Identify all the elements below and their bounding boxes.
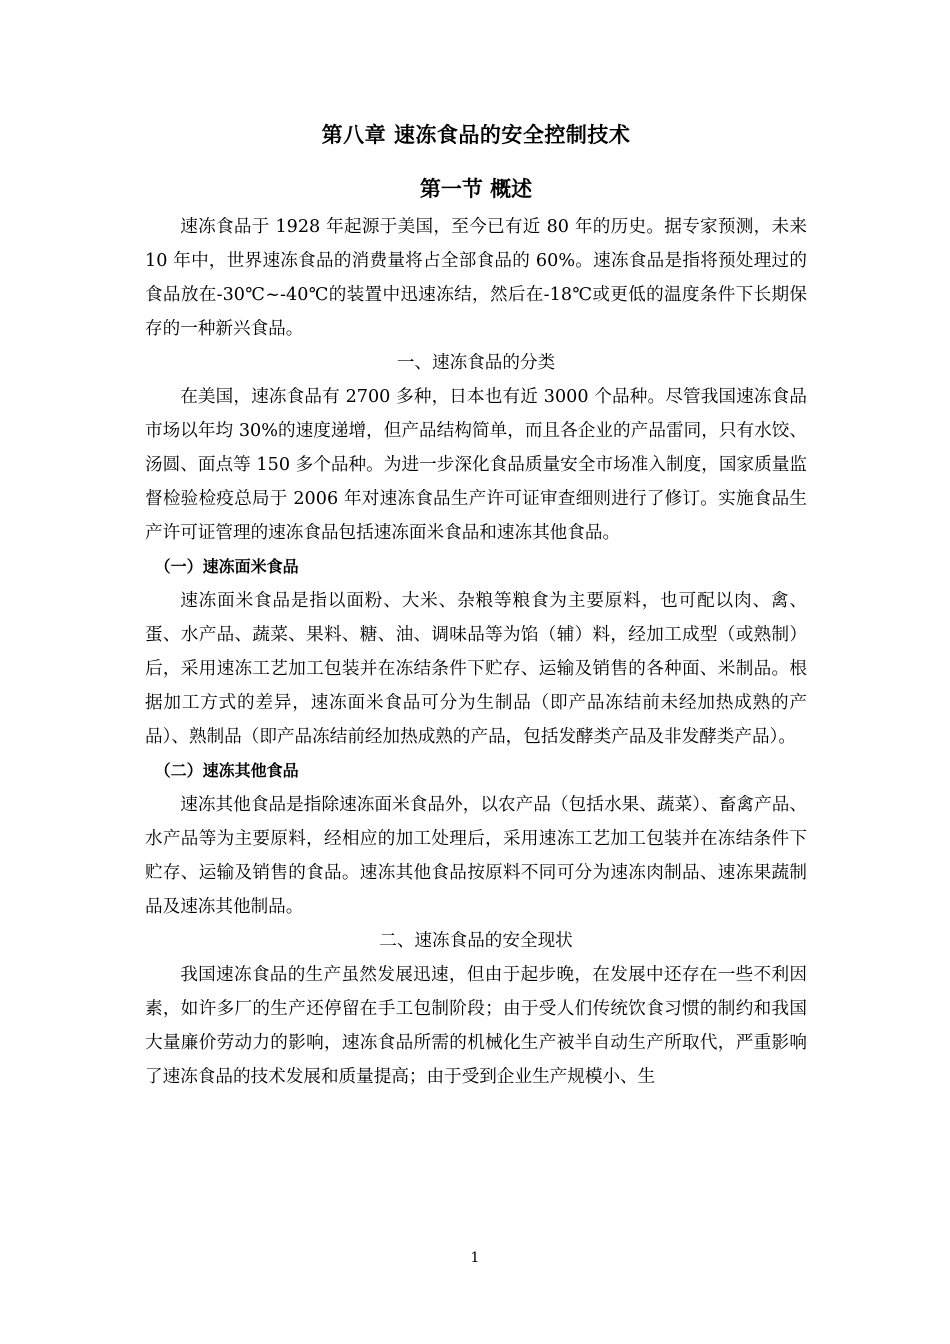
page-content: [145, 118, 807, 1094]
rice-flour-paragraph: 速冻面米食品是指以面粉、大米、杂粮等粮食为主要原料，也可配以肉、禽、蛋、水产品、蔬菜、果料、糖、油、调味品等为馅（辅）料，经加工成型（或熟制）后，采用速冻工艺加工包装并在冻结条件下贮存、运输及销售的各种面、米制品。根据加工方式的差异，速冻面米食品可分为生制品（即产品冻结前未经加热成熟的产品）、熟制品（即产品冻结前经加热成熟的产品，包括发酵类产品及非发酵类产品）。: [145, 591, 807, 747]
subsection-title-classification: 一、速冻食品的分类: [396, 353, 556, 373]
other-foods-paragraph: 速冻其他食品是指除速冻面米食品外，以农产品（包括水果、蔬菜）、畜禽产品、水产品等为主要原料，经相应的加工处理后，采用速冻工艺加工包装并在冻结条件下贮存、运输及销售的食品。速冻其他食品按原料不同可分为速冻肉制品、速冻果蔬制品及速冻其他制品。: [145, 795, 807, 917]
page-number: 1: [470, 1250, 480, 1266]
subhead-rice-flour: （一）速冻面米食品: [154, 557, 299, 576]
section-title: 第一节 概述: [419, 176, 533, 201]
classification-paragraph: 在美国，速冻食品有 2700 多种，日本也有近 3000 个品种。尽管我国速冻食品市场以年均 30%的速度递增，但产品结构简单，而且各企业的产品雷同，只有水饺、汤圆、面点等 150 多个品种。为进一步深化食品质量安全市场准入制度，国家质量监督检验检疫总局于 2006 年对速冻食品生产许可证审查细则进行了修订。实施食品生产许可证管理的速冻食品包括速冻面米食品和速冻其他食品。: [145, 387, 807, 543]
chapter-title: 第八章 速冻食品的安全控制技术: [321, 123, 631, 147]
intro-paragraph: 速冻食品于 1928 年起源于美国，至今已有近 80 年的历史。据专家预测，未来 10 年中，世界速冻食品的消费量将占全部食品的 60%。速冻食品是指将预处理过的食品放在-30℃~-40℃的装置中迅速冻结，然后在-18℃或更低的温度条件下长期保存的一种新兴食品。: [145, 217, 807, 339]
subhead-other-foods: （二）速冻其他食品: [154, 761, 299, 780]
subsection-title-safety-status: 二、速冻食品的安全现状: [379, 931, 573, 951]
safety-status-paragraph: 我国速冻食品的生产虽然发展迅速，但由于起步晚，在发展中还存在一些不利因素，如许多厂的生产还停留在手工包制阶段；由于受人们传统饮食习惯的制约和我国大量廉价劳动力的影响，速冻食品所需的机械化生产被半自动生产所取代，严重影响了速冻食品的技术发展和质量提高；由于受到企业生产规模小、生: [145, 965, 807, 1087]
